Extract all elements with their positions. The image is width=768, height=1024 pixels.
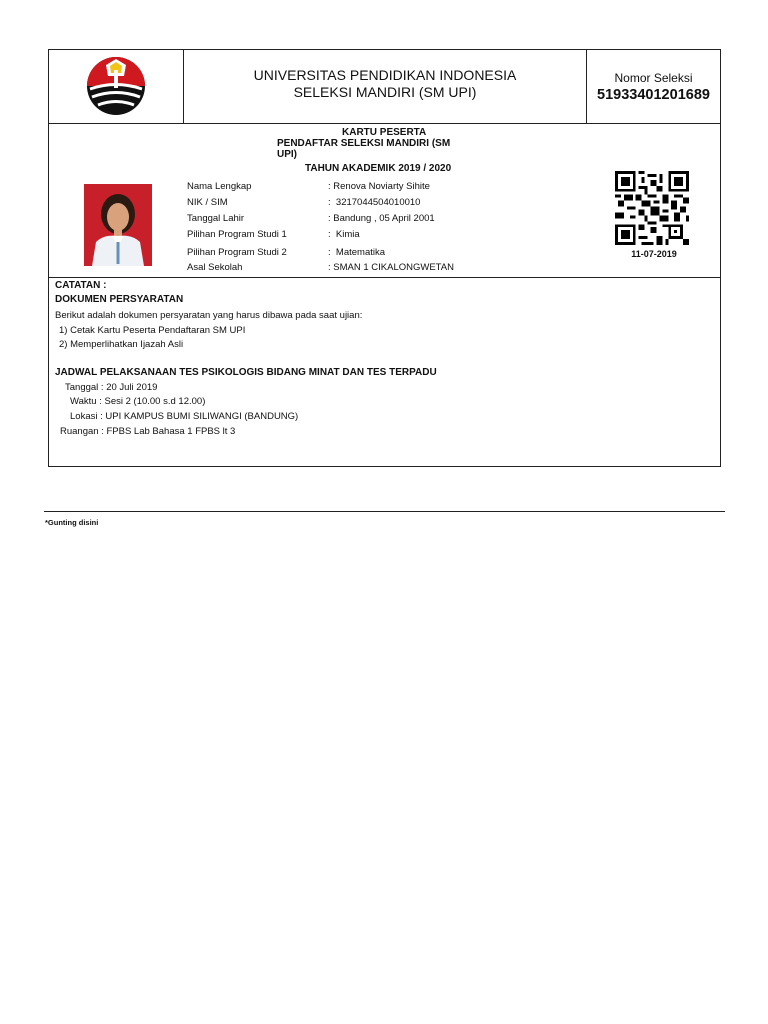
- dokumen-heading: DOKUMEN PERSYARATAN: [55, 294, 184, 305]
- label-prodi-2: Pilihan Program Studi 2: [187, 247, 287, 258]
- value-tanggal-lahir: : Bandung , 05 April 2001: [328, 213, 435, 224]
- card-header: [49, 50, 720, 124]
- schedule-lokasi: Lokasi : UPI KAMPUS BUMI SILIWANGI (BANDUNG): [70, 411, 299, 422]
- label-tanggal-lahir: Tanggal Lahir: [187, 213, 245, 224]
- nomor-cell: [587, 50, 720, 123]
- participant-card: [48, 49, 721, 467]
- participant-photo: [84, 184, 152, 266]
- schedule-ruangan: Ruangan : FPBS Lab Bahasa 1 FPBS lt 3: [60, 426, 236, 437]
- dokumen-item-2: 2) Memperlihatkan Ijazah Asli: [59, 339, 184, 350]
- cut-here-label: *Gunting disini: [45, 518, 99, 527]
- cut-line: [44, 511, 725, 512]
- dokumen-intro: Berikut adalah dokumen persyaratan yang harus dibawa pada saat ujian:: [55, 310, 363, 321]
- qr-code-icon: [614, 171, 690, 245]
- card-title-line4: TAHUN AKADEMIK 2019 / 2020: [305, 163, 452, 174]
- qr-date: 11-07-2019: [631, 249, 677, 259]
- value-asal-sekolah: : SMAN 1 CIKALONGWETAN: [328, 262, 454, 273]
- nomor-value: 51933401201689: [597, 87, 710, 103]
- card-title-line3: UPI): [277, 149, 297, 160]
- label-nik: NIK / SIM: [187, 197, 228, 208]
- logo-cell: [49, 50, 184, 123]
- value-prodi-2: : Matematika: [328, 247, 386, 258]
- university-name: UNIVERSITAS PENDIDIKAN INDONESIA: [253, 67, 517, 83]
- section-divider: [49, 277, 720, 278]
- label-nama: Nama Lengkap: [187, 181, 252, 192]
- program-name: SELEKSI MANDIRI (SM UPI): [293, 84, 477, 100]
- card-title-line1: KARTU PESERTA: [342, 127, 427, 138]
- nomor-label: Nomor Seleksi: [614, 71, 693, 85]
- value-nama: : Renova Noviarty Sihite: [328, 181, 430, 192]
- label-asal-sekolah: Asal Sekolah: [187, 262, 243, 273]
- dokumen-item-1: 1) Cetak Kartu Peserta Pendaftaran SM UPI: [59, 325, 246, 336]
- schedule-heading: JADWAL PELAKSANAAN TES PSIKOLOGIS BIDANG MINAT DAN TES TERPADU: [55, 367, 437, 378]
- value-nik: : 3217044504010010: [328, 197, 421, 208]
- upi-logo-icon: [84, 56, 148, 116]
- catatan-heading: CATATAN :: [55, 280, 107, 291]
- card-title-line2: PENDAFTAR SELEKSI MANDIRI (SM: [277, 138, 451, 149]
- schedule-tanggal: Tanggal : 20 Juli 2019: [65, 382, 158, 393]
- label-prodi-1: Pilihan Program Studi 1: [187, 229, 287, 240]
- title-cell: [184, 50, 587, 123]
- value-prodi-1: : Kimia: [328, 229, 360, 240]
- schedule-waktu: Waktu : Sesi 2 (10.00 s.d 12.00): [70, 396, 206, 407]
- person-photo-icon: [84, 184, 152, 266]
